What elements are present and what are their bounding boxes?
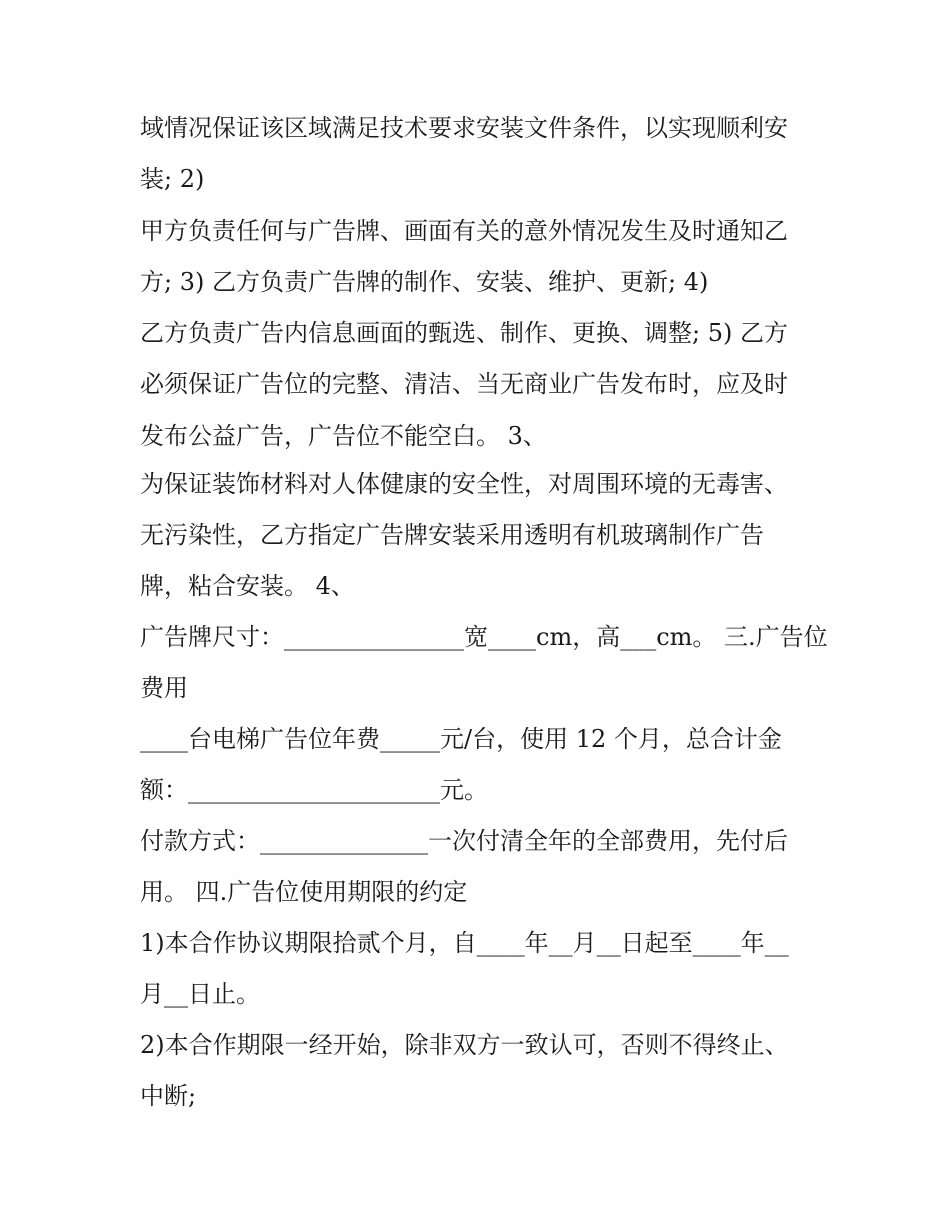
text-line-1: 域情况保证该区域满足技术要求安装文件条件，以实现顺利安: [140, 114, 788, 142]
text-line-12: 费用: [140, 674, 188, 702]
text-line-18: 月__日止。: [140, 980, 260, 1008]
text-line-5: 乙方负责广告内信息画面的甄选、制作、更换、调整; 5) 乙方: [140, 319, 788, 347]
text-line-6: 必须保证广告位的完整、清洁、当无商业广告发布时，应及时: [140, 370, 788, 398]
text-line-14: 额：_____________________元。: [140, 776, 488, 804]
text-line-4: 方; 3) 乙方负责广告牌的制作、安装、维护、更新; 4): [140, 268, 709, 296]
text-line-16: 用。 四.广告位使用期限的约定: [140, 878, 468, 906]
text-line-3: 甲方负责任何与广告牌、画面有关的意外情况发生及时通知乙: [140, 217, 788, 245]
text-line-8: 为保证装饰材料对人体健康的安全性，对周围环境的无毒害、: [140, 470, 788, 498]
text-line-19: 2)本合作期限一经开始，除非双方一致认可，否则不得终止、: [140, 1031, 789, 1059]
text-line-9: 无污染性，乙方指定广告牌安装采用透明有机玻璃制作广告: [140, 521, 764, 549]
text-line-2: 装; 2): [140, 165, 205, 193]
text-line-20: 中断;: [140, 1082, 197, 1110]
text-line-10: 牌，粘合安装。 4、: [140, 572, 355, 600]
text-line-15: 付款方式：______________一次付清全年的全部费用，先付后: [140, 827, 788, 855]
text-line-17: 1)本合作协议期限拾贰个月，自____年__月__日起至____年__: [140, 929, 789, 957]
text-line-11: 广告牌尺寸：_______________宽____cm，高___cm。 三.广告位: [140, 623, 828, 651]
text-line-13: ____台电梯广告位年费_____元/台，使用 12 个月，总合计金: [140, 725, 782, 753]
text-line-7: 发布公益广告，广告位不能空白。 3、: [140, 422, 547, 450]
